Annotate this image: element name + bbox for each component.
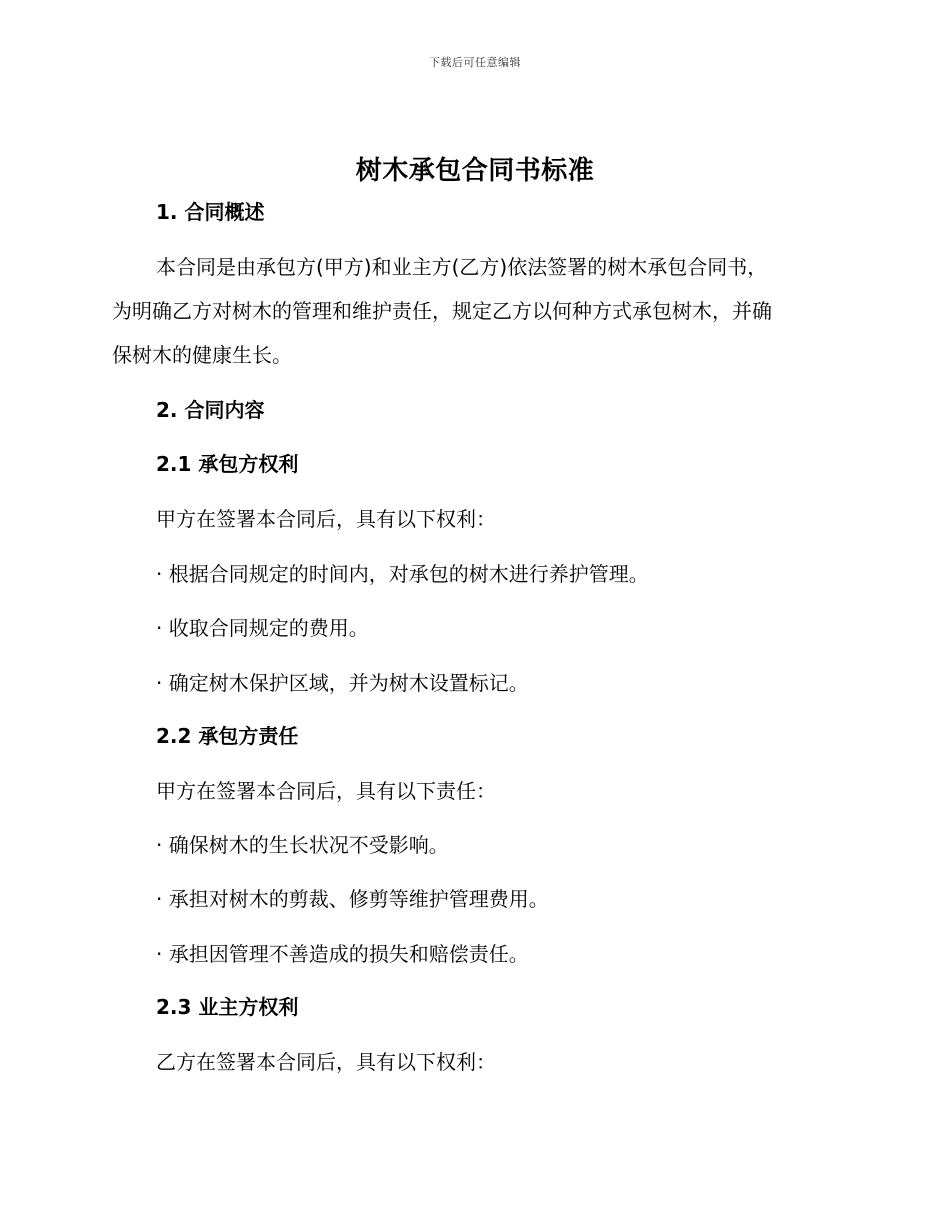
section-2-1-heading: 2.1 承包方权利 xyxy=(156,452,299,476)
list-item: · 确定树木保护区域，并为树木设置标记。 xyxy=(156,671,529,695)
document-title: 树木承包合同书标准 xyxy=(355,156,595,186)
section-2-2-intro: 甲方在签署本合同后，具有以下责任： xyxy=(156,779,496,803)
section-2-heading: 2. 合同内容 xyxy=(156,398,265,422)
section-2-1-intro: 甲方在签署本合同后，具有以下权利： xyxy=(156,507,496,531)
section-1-heading: 1. 合同概述 xyxy=(156,200,265,224)
section-1-paragraph-line-1: 本合同是由承包方(甲方)和业主方(乙方)依法签署的树木承包合同书， xyxy=(156,255,768,279)
list-item: · 收取合同规定的费用。 xyxy=(156,616,369,640)
section-2-2-heading: 2.2 承包方责任 xyxy=(156,724,299,748)
section-2-3-intro: 乙方在签署本合同后，具有以下权利： xyxy=(156,1050,496,1074)
list-item: · 根据合同规定的时间内，对承包的树木进行养护管理。 xyxy=(156,562,649,586)
list-item: · 确保树木的生长状况不受影响。 xyxy=(156,833,449,857)
section-1-paragraph-line-3: 保树木的健康生长。 xyxy=(112,343,292,367)
list-item: · 承担对树木的剪裁、修剪等维护管理费用。 xyxy=(156,887,549,911)
section-2-3-heading: 2.3 业主方权利 xyxy=(156,995,299,1019)
header-note: 下载后可任意编辑 xyxy=(429,56,521,69)
section-1-paragraph-line-2: 为明确乙方对树木的管理和维护责任，规定乙方以何种方式承包树木，并确 xyxy=(112,299,772,323)
list-item: · 承担因管理不善造成的损失和赔偿责任。 xyxy=(156,942,529,966)
